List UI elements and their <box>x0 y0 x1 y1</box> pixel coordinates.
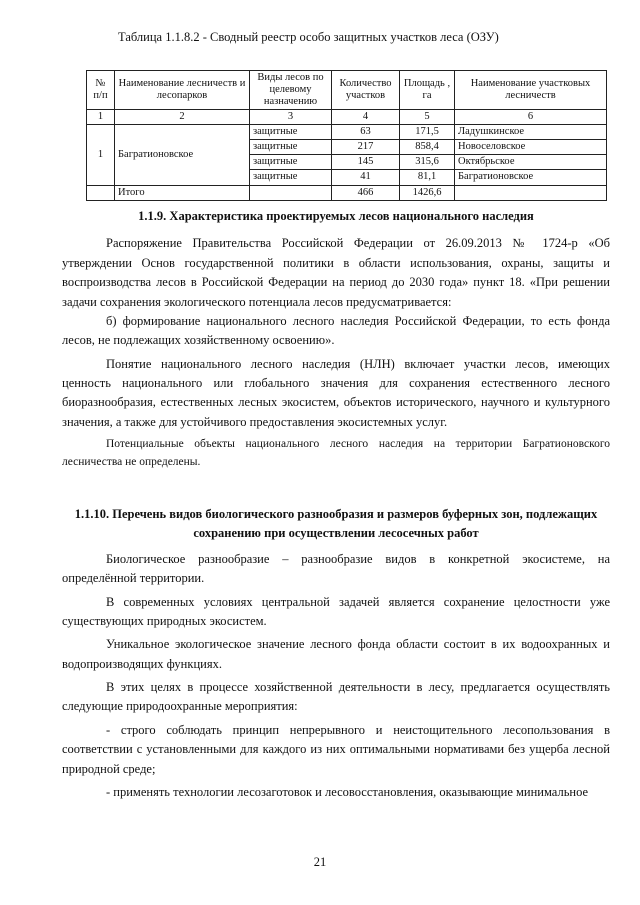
paragraph: Биологическое разнообразие – разнообразие видов в конкретной экосистеме, на определённой территории. <box>62 551 610 586</box>
paragraph: Понятие национального лесного наследия (НЛН) включает участки лесов, имеющих ценность национального или глобального значения для сохранения естественного лесного биоразнообразия, естественных лесных экосистем, объектов исторического, научного и культурного значения, а также для устойчивого предоставления экосистемных услуг. <box>62 356 610 429</box>
empty-cell <box>455 185 607 200</box>
area-cell: 315,6 <box>400 155 455 170</box>
column-number: 3 <box>250 110 332 125</box>
header-forestry: Наименование лесничеств и лесопарков <box>115 71 250 110</box>
paragraph: В этих целях в процессе хозяйственной деятельности в лесу, предлагается осуществлять следующие природоохранные мероприятия: <box>62 680 610 714</box>
district-cell: Октябрьское <box>455 155 607 170</box>
column-number: 6 <box>455 110 607 125</box>
district-cell: Багратионовское <box>455 170 607 185</box>
count-cell: 217 <box>332 140 400 155</box>
column-number: 4 <box>332 110 400 125</box>
forest-type-cell: защитные <box>250 155 332 170</box>
table-total-row <box>87 185 607 200</box>
header-district: Наименование участковых лесничеств <box>455 71 607 110</box>
table-row <box>87 125 607 140</box>
empty-cell <box>250 185 332 200</box>
column-number: 1 <box>87 110 115 125</box>
header-area: Площадь , га <box>400 71 455 110</box>
paragraph: Распоряжение Правительства Российской Федерации от 26.09.2013 № 1724-р «Об утверждении Основ государственной политики в области использования, охраны, защиты и воспроизводства лесов в Российской Федерации на период до 2030 года» пункт 18. «При решении задачи сохранения экологического потенциала лесов предусматривается: <box>62 236 610 309</box>
forest-type-cell: защитные <box>250 125 332 140</box>
header-count: Количество участков <box>332 71 400 110</box>
total-area: 1426,6 <box>400 185 455 200</box>
section-1110 <box>62 505 610 802</box>
section-heading: 1.1.10. Перечень видов биологического разнообразия и размеров буферных зон, подлежащих сохранению при осуществлении лесосечных работ <box>74 507 598 541</box>
count-cell: 145 <box>332 155 400 170</box>
column-number-row <box>87 110 607 125</box>
count-cell: 63 <box>332 125 400 140</box>
empty-cell <box>87 185 115 200</box>
count-cell: 41 <box>332 170 400 185</box>
area-cell: 81,1 <box>400 170 455 185</box>
total-label: Итого <box>115 185 250 200</box>
paragraph: - применять технологии лесозаготовок и лесовосстановления, оказывающие минимальное <box>106 784 589 799</box>
district-cell: Новоселовское <box>455 140 607 155</box>
column-number: 5 <box>400 110 455 125</box>
area-cell: 171,5 <box>400 125 455 140</box>
header-forest-type: Виды лесов по целевому назначению <box>250 71 332 110</box>
page-number: 21 <box>313 855 327 869</box>
area-cell: 858,4 <box>400 140 455 155</box>
paragraph: - строго соблюдать принцип непрерывного и неистощительного лесопользования в соответствии с установленными для каждого из них оптимальными нормативами без ущерба лесной природной среде; <box>62 722 610 776</box>
section-heading: 1.1.9. Характеристика проектируемых лесов национального наследия <box>138 209 534 223</box>
row-number: 1 <box>87 125 115 185</box>
paragraph: Уникальное экологическое значение лесного фонда области состоит в их водоохранных и водопроизводящих функциях. <box>62 637 610 671</box>
table-caption: Таблица 1.1.8.2 - Сводный реестр особо защитных участков леса (ОЗУ) <box>118 30 499 44</box>
section-119 <box>62 207 610 472</box>
paragraph: В современных условиях центральной задачей является сохранение целостности уже существующих природных экосистем. <box>62 594 610 628</box>
ozu-register-table <box>86 70 607 201</box>
forestry-name: Багратионовское <box>115 125 250 185</box>
header-number: № п/п <box>87 71 115 110</box>
forest-type-cell: защитные <box>250 170 332 185</box>
district-cell: Ладушкинское <box>455 125 607 140</box>
paragraph: Потенциальные объекты национального лесного наследия на территории Багратионовского лесничества не определены. <box>62 438 610 468</box>
table-header-row <box>87 71 607 110</box>
forest-type-cell: защитные <box>250 140 332 155</box>
paragraph: б) формирование национального лесного наследия Российской Федерации, то есть фонда лесов, не подлежащих хозяйственному освоению». <box>62 313 610 348</box>
total-count: 466 <box>332 185 400 200</box>
column-number: 2 <box>115 110 250 125</box>
